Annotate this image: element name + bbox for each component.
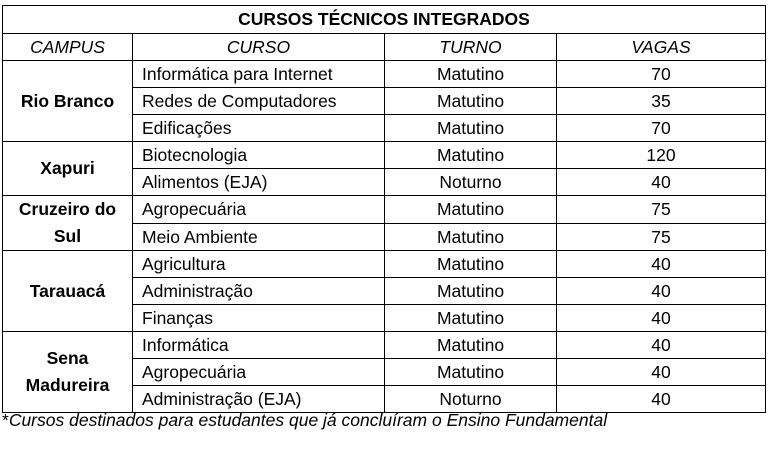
vagas-cell: 70 <box>557 115 766 142</box>
campus-name-line: Madureira <box>25 375 110 395</box>
curso-cell: Finanças <box>133 305 385 332</box>
table-row <box>3 142 766 169</box>
header-curso: CURSO <box>133 34 385 61</box>
campus-cell <box>3 332 133 413</box>
table-row <box>3 332 766 359</box>
vagas-cell: 70 <box>557 61 766 88</box>
vagas-cell: 40 <box>557 251 766 278</box>
turno-cell: Matutino <box>385 278 557 305</box>
campus-cell <box>3 196 133 251</box>
curso-cell: Agricultura <box>133 251 385 278</box>
curso-cell: Biotecnologia <box>133 142 385 169</box>
table-row <box>3 196 766 224</box>
curso-cell: Alimentos (EJA) <box>133 169 385 196</box>
campus-name-line: Sena <box>46 348 89 368</box>
header-row <box>3 34 766 61</box>
turno-cell: Matutino <box>385 251 557 278</box>
turno-cell: Matutino <box>385 332 557 359</box>
campus-cell <box>3 61 133 142</box>
vagas-cell: 75 <box>557 223 766 251</box>
turno-cell: Matutino <box>385 142 557 169</box>
turno-cell: Matutino <box>385 305 557 332</box>
campus-cell <box>3 251 133 332</box>
vagas-cell: 40 <box>557 386 766 413</box>
curso-cell: Informática <box>133 332 385 359</box>
vagas-cell: 40 <box>557 278 766 305</box>
courses-table <box>2 5 766 413</box>
curso-cell: Informática para Internet <box>133 61 385 88</box>
turno-cell: Matutino <box>385 61 557 88</box>
table-row <box>3 251 766 278</box>
turno-cell: Noturno <box>385 169 557 196</box>
curso-cell: Administração <box>133 278 385 305</box>
curso-cell: Agropecuária <box>133 196 385 224</box>
curso-cell: Meio Ambiente <box>133 223 385 251</box>
vagas-cell: 40 <box>557 332 766 359</box>
turno-cell: Matutino <box>385 196 557 224</box>
footnote <box>2 410 607 431</box>
campus-cell <box>3 142 133 196</box>
header-turno: TURNO <box>385 34 557 61</box>
footnote-star: * <box>2 410 9 430</box>
vagas-cell: 40 <box>557 359 766 386</box>
campus-name-line: Xapuri <box>40 158 95 178</box>
turno-cell: Matutino <box>385 88 557 115</box>
campus-name-line: Cruzeiro do <box>18 199 117 219</box>
curso-cell: Edificações <box>133 115 385 142</box>
vagas-cell: 35 <box>557 88 766 115</box>
curso-cell: Redes de Computadores <box>133 88 385 115</box>
campus-name-line: Tarauacá <box>29 280 106 301</box>
vagas-cell: 120 <box>557 142 766 169</box>
turno-cell: Matutino <box>385 115 557 142</box>
header-campus: CAMPUS <box>3 34 133 61</box>
campus-name-line: Rio Branco <box>20 90 115 111</box>
turno-cell: Matutino <box>385 223 557 251</box>
turno-cell: Noturno <box>385 386 557 413</box>
table-body <box>3 61 766 413</box>
campus-name-line: Sul <box>53 226 82 246</box>
vagas-cell: 75 <box>557 196 766 224</box>
vagas-cell: 40 <box>557 305 766 332</box>
turno-cell: Matutino <box>385 359 557 386</box>
curso-cell: Agropecuária <box>133 359 385 386</box>
footnote-text: Cursos destinados para estudantes que já concluíram o Ensino Fundamental <box>8 410 608 430</box>
table-title: CURSOS TÉCNICOS INTEGRADOS <box>3 6 766 34</box>
curso-cell: Administração (EJA) <box>133 386 385 413</box>
header-vagas: VAGAS <box>557 34 766 61</box>
table-row <box>3 61 766 88</box>
vagas-cell: 40 <box>557 169 766 196</box>
